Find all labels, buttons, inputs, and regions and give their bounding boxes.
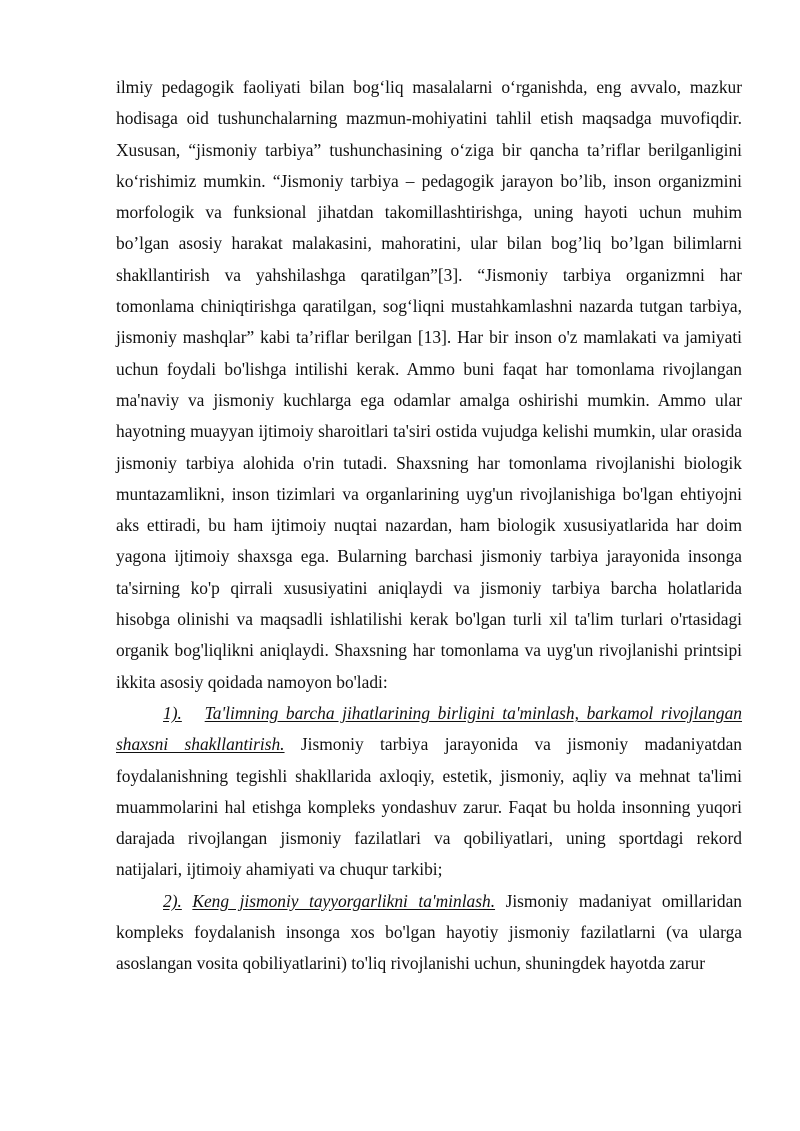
body-paragraph: ilmiy pedagogik faoliyati bilan bog‘liq masalalarni o‘rganishda, eng avvalo, mazkur hodisaga oid tushunchalarning mazmun-mohiyatini tahlil etish maqsadga muvofiqdir. Xususan, “jismoniy tarbiya” tushunchasining o‘ziga bir qancha ta’riflar berilganligini ko‘rishimiz mumkin. “Jismoniy tarbiya – pedagogik jarayon bo’lib, inson organizmini morfologik va funksional jihatdan takomillashtirishga, uning hayoti uchun muhim bo’lgan asosiy harakat malakasini, mahoratini, ular bilan bog’liq bo’lgan bilimlarni shakllantirish va yahshilashga qaratilgan”[3]. “Jismoniy tarbiya organizmni har tomonlama chiniqtirishga qaratilgan, sog‘liqni mustahkamlashni nazarda tutgan tarbiya, jismoniy mashqlar” kabi ta’riflar berilgan [13]. Har bir inson o'z mamlakati va jamiyati uchun foydali bo'lishga intilishi kerak. Ammo buni faqat har tomonlama rivojlangan ma'naviy va jismoniy kuchlarga ega odamlar amalga oshirishi mumkin. Ammo ular hayotning muayyan ijtimoiy sharoitlari ta'siri ostida vujudga kelishi mumkin, ular orasida jismoniy tarbiya alohida o'rin tutadi. Shaxsning har tomonlama rivojlanishi biologik muntazamlikni, inson tizimlari va organlarining uyg'un rivojlanishiga bo'lgan ehtiyojni aks ettiradi, bu ham ijtimoiy nuqtai nazardan, ham biologik xususiyatlarida har doim yagona ijtimoiy shaxsga ega. Bularning barchasi jismoniy tarbiya jarayonida insonga ta'sirning ko'p qirrali xususiyatini aniqlaydi va jismoniy tarbiya barcha holatlarida hisobga olinishi va maqsadli ishlatilishi kerak bo'lgan turli xil ta'lim turlari o'rtasidagi organik bog'liqlikni aniqlaydi. Shaxsning har tomonlama va uyg'un rivojlanishi printsipi ikkita asosiy qoidada namoyon bo'ladi: — [116, 77, 742, 692]
list-item-2-heading: Keng jismoniy tayyorgarlikni ta'minlash. — [192, 890, 496, 911]
document-page — [116, 72, 742, 980]
list-item-1-heading: Ta'limning barcha jihatlarining birligini ta'minlash, barkamol rivojlangan shaxsni shakllantirish. — [116, 702, 742, 755]
list-item-1 — [116, 698, 742, 886]
list-item-1-text: Jismoniy tarbiya jarayonida va jismoniy madaniyatdan foydalanishning tegishli shakllarida axloqiy, estetik, jismoniy, aqliy va mehnat ta'limi muammolarini hal etishga kompleks yondashuv zarur. Faqat bu holda insonning yuqori darajada rivojlangan jismoniy fazilatlari va qobiliyatlari, uning sportdagi rekord natijalari, ijtimoiy ahamiyati va chuqur tarkibi; — [116, 734, 742, 880]
list-item-1-number: 1). — [163, 702, 182, 723]
list-item-2-text: Jismoniy madaniyat omillaridan kompleks foydalanish insonga xos bo'lgan hayotiy jismoniy fazilatlarni (va ularga asoslangan vosita qobiliyatlarini) to'liq rivojlanishi uchun, shuningdek hayotda zarur — [116, 890, 742, 974]
list-item-2 — [116, 886, 742, 980]
list-item-2-number: 2). — [163, 890, 182, 911]
